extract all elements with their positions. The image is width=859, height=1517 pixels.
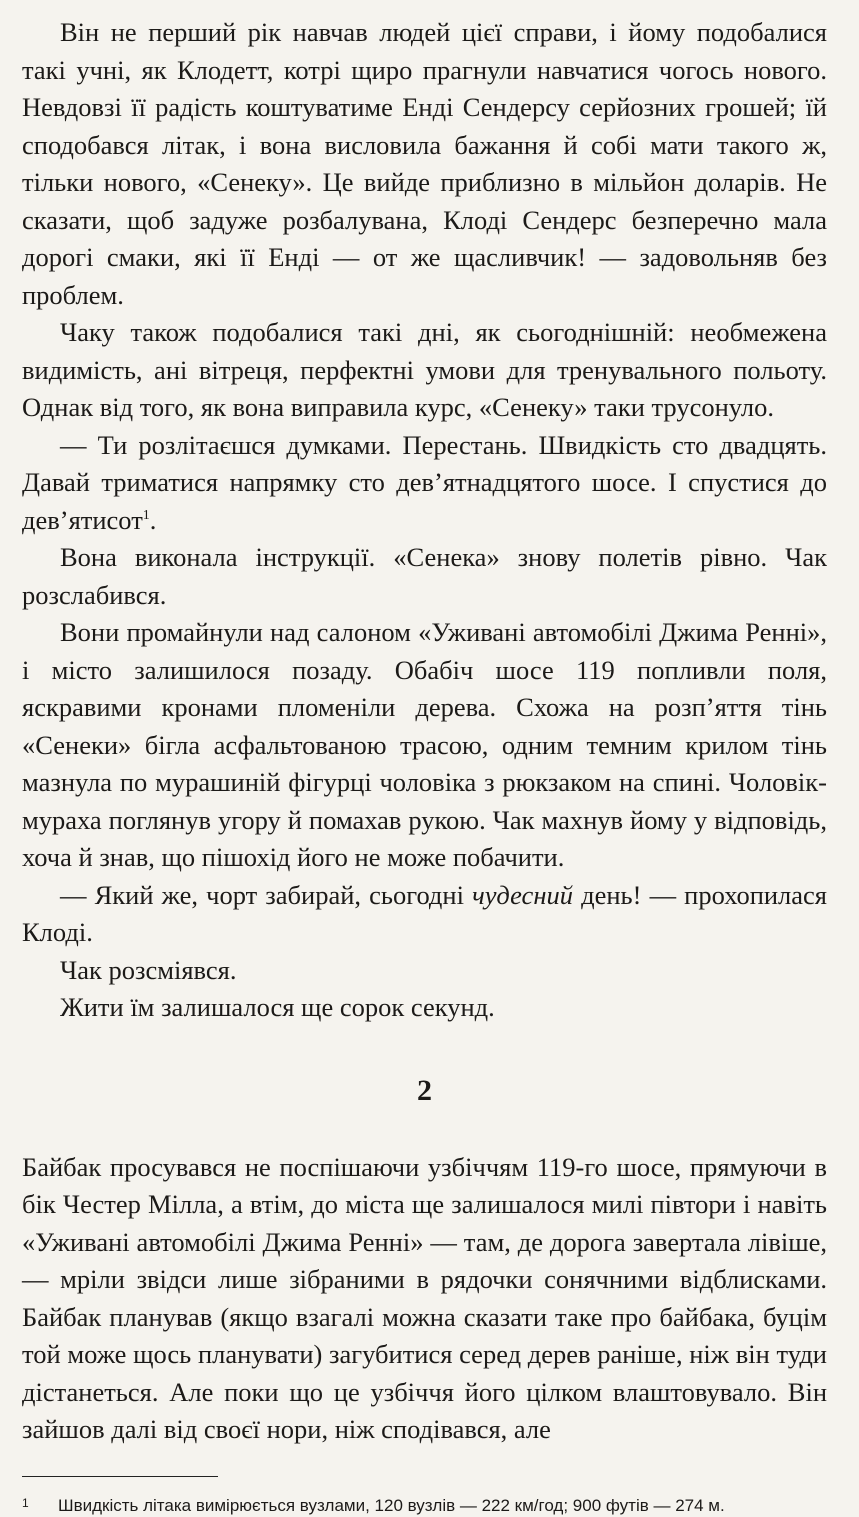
- paragraph-6: [22, 877, 827, 952]
- paragraph-5: Вони промайнули над салоном «Уживані автомобілі Джима Ренні», і місто залишилося позаду. Обабіч шосе 119 попливли поля, яскравими кронами пломеніли дерева. Схожа на розп’яття тінь «Сенеки» бігла асфальтованою трасою, одним темним крилом тінь мазнула по мурашиній фігурці чоловіка з рюкзаком на спині. Чоловік-мураха поглянув угору й помахав рукою. Чак махнув йому у відповідь, хоча й знав, що пішохід його не може побачити.: [22, 617, 827, 872]
- footnote: [22, 1495, 827, 1517]
- paragraph-1: Він не перший рік навчав людей цієї справи, і йому подобалися такі учні, як Клодетт, котрі щиро прагнули навчатися чогось нового. Невдовзі її радість коштуватиме Енді Сендерсу серйозних грошей; їй сподобався літак, і вона висловила бажання й собі мати такого ж, тільки нового, «Сенеку». Це вийде приблизно в мільйон доларів. Не сказати, щоб задуже розбалувана, Клоді Сендерс безперечно мала дорогі смаки, які її Енді — от же щасливчик! — задовольняв без проблем.: [22, 17, 827, 310]
- paragraph-8: Жити їм залишалося ще сорок секунд.: [60, 992, 495, 1022]
- chapter-number: 2: [417, 1073, 432, 1107]
- paragraph-2: Чаку також подобалися такі дні, як сьогоднішній: необмежена видимість, ані вітреця, перфектні умови для тренувального польоту. Однак від того, як вона виправила курс, «Сенеку» таки трусонуло.: [22, 317, 827, 422]
- paragraph-9: Байбак просувався не поспішаючи узбіччям 119-го шосе, прямуючи в бік Честер Мілла, а втім, до міста ще залишалося милі півтори і навіть «Уживані автомобілі Джима Ренні» — там, де дорога завертала лівіше, — мріли звідси лише зібраними в рядочки сонячними відблисками. Байбак планував (якщо взагалі можна сказати таке про байбака, буцім той може щось планувати) загубитися серед дерев раніше, ніж він туди дістанеться. Але поки що це узбіччя його цілком влаштовувало. Він зайшов далі від своєї нори, ніж сподівався, але: [22, 1151, 827, 1444]
- footnote-text: Швидкість літака вимірюється вузлами, 120 вузлів — 222 км/год; 900 футів — 274 м.: [58, 1495, 725, 1515]
- paragraph-3: [22, 427, 827, 540]
- footnote-mark: 1: [22, 1495, 29, 1510]
- text-column: [22, 14, 827, 1517]
- footnote-reference: 1: [142, 507, 150, 523]
- paragraph-3-text: — Ти розлітаєшся думками. Перестань. Швидкість сто двадцять. Давай триматися напрямку сто дев’ятнадцятого шосе. І спустися до дев’ятисот: [22, 429, 827, 535]
- paragraph-3-end: .: [149, 504, 157, 535]
- paragraph-6-after: день! — прохопилася Клоді.: [22, 879, 827, 947]
- footnote-divider: [22, 1476, 218, 1477]
- emphasis-word: чудесний: [472, 879, 573, 910]
- paragraph-4: Вона виконала інструкції. «Сенека» знову полетів рівно. Чак розслабився.: [22, 542, 827, 610]
- paragraph-7: Чак розсміявся.: [60, 954, 237, 985]
- paragraph-6-before: — Який же, чорт забирай, сьогодні: [60, 879, 473, 910]
